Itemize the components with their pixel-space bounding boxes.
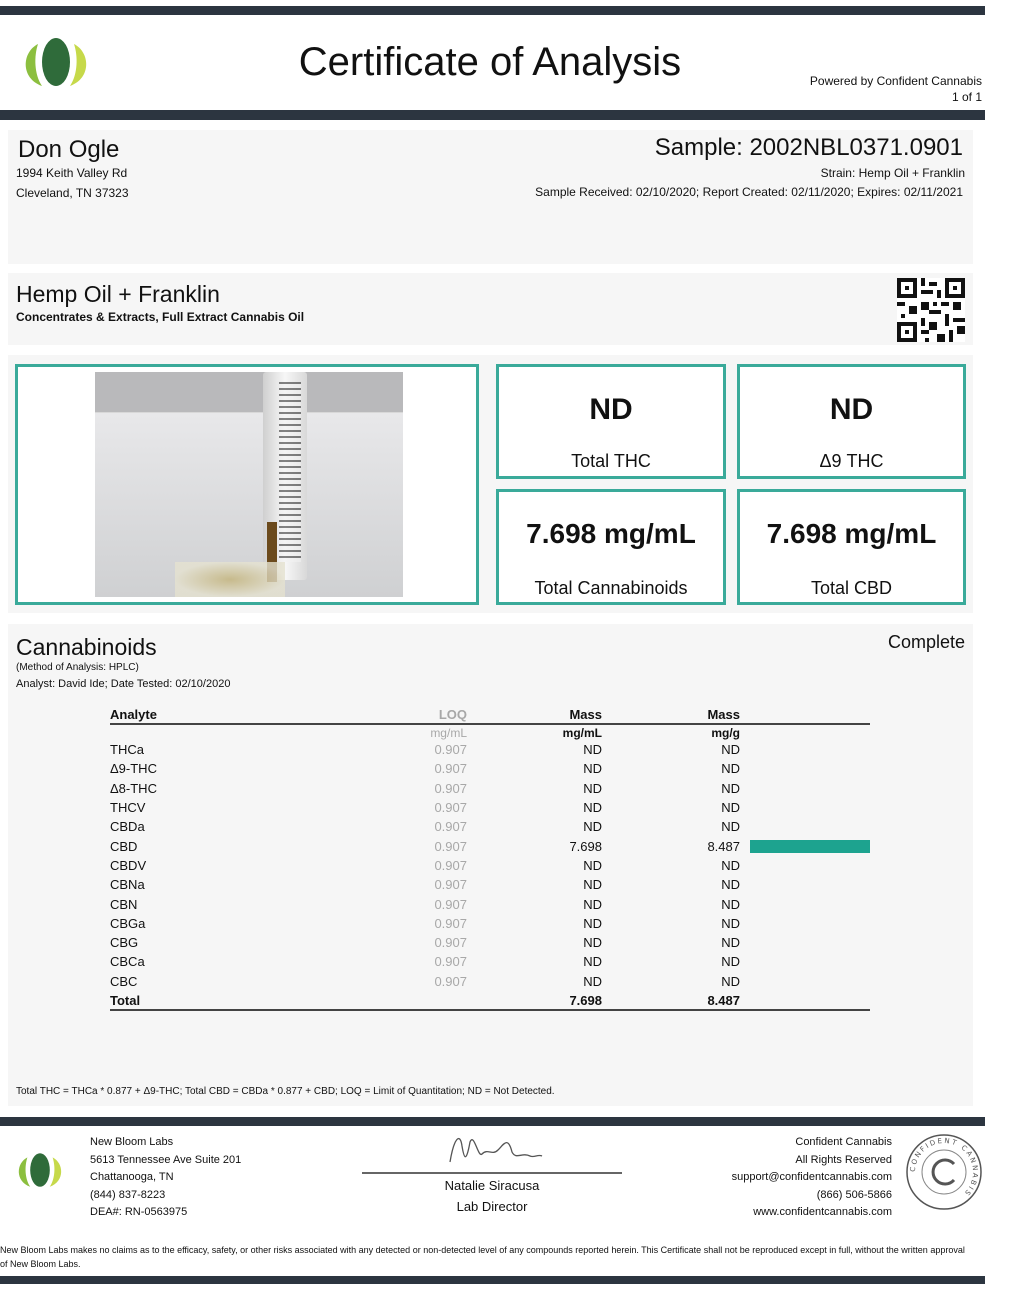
- table-row: [110, 972, 870, 991]
- cc-rights: All Rights Reserved: [795, 1153, 892, 1166]
- cannabinoids-title: Cannabinoids: [16, 634, 157, 660]
- sample-id: Sample: 2002NBL0371.0901: [654, 134, 963, 161]
- analyte-cell: CBGa: [110, 915, 146, 931]
- signature-line: [362, 1172, 622, 1174]
- mass-ml-cell: ND: [583, 877, 602, 893]
- leaf-logo-icon: [16, 34, 96, 90]
- cc-web[interactable]: www.confidentcannabis.com: [753, 1206, 892, 1218]
- mass-g-cell: 8.487: [707, 838, 740, 854]
- cannabinoids-method: (Method of Analysis: HPLC): [16, 662, 139, 673]
- page-number: 1 of 1: [951, 90, 982, 104]
- lab-address-1: 5613 Tennessee Ave Suite 201: [90, 1153, 242, 1166]
- cc-seal: [904, 1132, 984, 1212]
- mass-g-cell: ND: [721, 954, 740, 970]
- loq-cell: 0.907: [434, 954, 467, 970]
- analyte-cell: CBD: [110, 838, 138, 854]
- sample-photo-frame: [15, 364, 479, 605]
- bar-cell: [740, 817, 870, 836]
- analyte-cell: THCa: [110, 742, 144, 758]
- units-loq: mg/mL: [430, 725, 467, 740]
- analyte-cell: CBDV: [110, 857, 147, 873]
- loq-cell: 0.907: [434, 973, 467, 989]
- cannabinoids-status: Complete: [887, 632, 965, 652]
- stat-total-cannabinoids: [496, 489, 726, 605]
- units-bar: [740, 724, 870, 740]
- mass-g-cell: ND: [721, 877, 740, 893]
- table-row: [110, 914, 870, 933]
- units-mass-ml: mg/mL: [562, 725, 602, 740]
- client-address-2: Cleveland, TN 37323: [16, 186, 129, 200]
- lab-logo: [16, 34, 96, 90]
- mass-g-cell: ND: [721, 935, 740, 951]
- analyte-cell: Δ9-THC: [110, 761, 157, 777]
- units-analyte: [110, 724, 342, 740]
- qr-code-icon[interactable]: [897, 278, 965, 342]
- mass-ml-cell: ND: [583, 857, 602, 873]
- mass-ml-cell: ND: [583, 915, 602, 931]
- bar-cell: [740, 933, 870, 952]
- bar-cell: [740, 875, 870, 894]
- client-address-1: 1994 Keith Valley Rd: [16, 166, 128, 180]
- mass-g-cell: ND: [721, 973, 740, 989]
- loq-cell: 0.907: [434, 838, 467, 854]
- analyte-cell: Δ8-THC: [110, 780, 157, 796]
- leaf-logo-icon: [12, 1150, 68, 1190]
- mass-g-cell: ND: [721, 742, 740, 758]
- column-mass-ml: Mass: [467, 706, 602, 724]
- total-loq: [342, 991, 467, 1010]
- signer-title: Lab Director: [456, 1199, 528, 1214]
- top-rule: [0, 6, 985, 15]
- cc-phone: (866) 506-5866: [816, 1188, 892, 1201]
- concentration-bar: [750, 840, 870, 853]
- table-row: [110, 779, 870, 798]
- mass-g-cell: ND: [721, 819, 740, 835]
- cc-name: Confident Cannabis: [795, 1136, 892, 1148]
- sample-photo[interactable]: [95, 372, 403, 597]
- total-thc-value: ND: [589, 393, 633, 426]
- table-row: [110, 836, 870, 855]
- column-mass-g: Mass: [602, 706, 740, 724]
- bottom-rule: [0, 1276, 985, 1284]
- total-mass-g: 8.487: [602, 991, 740, 1010]
- total-cbd-value: 7.698 mg/mL: [766, 518, 937, 549]
- loq-cell: 0.907: [434, 896, 467, 912]
- mass-g-cell: ND: [721, 915, 740, 931]
- analyte-cell: CBC: [110, 973, 138, 989]
- analyte-cell: THCV: [110, 800, 146, 816]
- footer-rule: [0, 1117, 985, 1126]
- lab-info: [90, 1134, 241, 1222]
- cc-email[interactable]: support@confidentcannabis.com: [731, 1171, 892, 1183]
- loq-cell: 0.907: [434, 761, 467, 777]
- total-cannabinoids-value: 7.698 mg/mL: [526, 518, 696, 549]
- cc-info: [620, 1134, 892, 1222]
- loq-cell: 0.907: [434, 819, 467, 835]
- mass-ml-cell: ND: [583, 800, 602, 816]
- confident-cannabis-seal-icon: [904, 1132, 984, 1212]
- loq-cell: 0.907: [434, 780, 467, 796]
- page-title: Certificate of Analysis: [298, 40, 682, 84]
- client-panel: [8, 130, 973, 264]
- mass-g-cell: ND: [721, 857, 740, 873]
- bar-cell: [740, 836, 870, 855]
- signature-scribble-icon: [362, 1128, 622, 1172]
- mass-ml-cell: ND: [583, 742, 602, 758]
- mass-ml-cell: ND: [583, 935, 602, 951]
- analyte-cell: CBNa: [110, 877, 145, 893]
- mass-g-cell: ND: [721, 800, 740, 816]
- analyte-cell: CBN: [110, 896, 138, 912]
- sample-strain: Strain: Hemp Oil + Franklin: [820, 166, 965, 180]
- bar-cell: [740, 914, 870, 933]
- bar-cell: [740, 972, 870, 991]
- table-row: [110, 894, 870, 913]
- bar-cell: [740, 759, 870, 778]
- table-row: [110, 952, 870, 971]
- table-row: [110, 933, 870, 952]
- mass-g-cell: ND: [721, 780, 740, 796]
- cannabinoids-footnote: Total THC = THCa * 0.877 + Δ9-THC; Total CBD = CBDa * 0.877 + CBD; LOQ = Limit of Quantitation; ND = Not Detected.: [16, 1086, 555, 1097]
- loq-cell: 0.907: [434, 877, 467, 893]
- header-rule: [0, 110, 985, 120]
- analytes-table: [110, 706, 870, 1011]
- bar-cell: [740, 798, 870, 817]
- total-cannabinoids-label: Total Cannabinoids: [534, 578, 688, 598]
- bar-cell: [740, 952, 870, 971]
- stat-total-thc: [496, 364, 726, 479]
- mass-ml-cell: 7.698: [569, 838, 602, 854]
- loq-cell: 0.907: [434, 857, 467, 873]
- powered-by: Powered by Confident Cannabis: [809, 74, 982, 88]
- analyte-cell: CBCa: [110, 954, 145, 970]
- lab-phone: (844) 837-8223: [90, 1188, 166, 1201]
- client-name: Don Ogle: [18, 136, 120, 163]
- loq-cell: 0.907: [434, 742, 467, 758]
- units-mass-g: mg/g: [711, 725, 740, 740]
- column-loq: LOQ: [342, 706, 467, 724]
- bar-cell: [740, 894, 870, 913]
- d9-thc-value: ND: [829, 393, 874, 426]
- product-panel: [8, 273, 973, 345]
- seal-ring-text: CONFIDENT CANNABIS: [908, 1136, 980, 1199]
- foam-stain: [175, 562, 285, 597]
- total-cbd-label: Total CBD: [810, 578, 893, 598]
- total-mass-ml: 7.698: [467, 991, 602, 1010]
- stat-d9-thc: [737, 364, 966, 479]
- mass-ml-cell: ND: [583, 973, 602, 989]
- signer-name: Natalie Siracusa: [444, 1178, 540, 1193]
- table-row: [110, 759, 870, 778]
- sample-dates: Sample Received: 02/10/2020; Report Created: 02/11/2020; Expires: 02/11/2021: [535, 185, 963, 199]
- table-row: [110, 817, 870, 836]
- table-row: [110, 740, 870, 759]
- mass-g-cell: ND: [721, 896, 740, 912]
- stat-total-cbd: [737, 489, 966, 605]
- total-thc-label: Total THC: [571, 451, 651, 471]
- bar-cell: [740, 740, 870, 759]
- column-analyte: Analyte: [110, 706, 342, 724]
- product-name: Hemp Oil + Franklin: [16, 281, 220, 307]
- mass-ml-cell: ND: [583, 780, 602, 796]
- lab-address-2: Chattanooga, TN: [90, 1171, 174, 1183]
- loq-cell: 0.907: [434, 935, 467, 951]
- analyte-cell: CBDa: [110, 819, 145, 835]
- analyte-cell: CBG: [110, 935, 139, 951]
- product-category: Concentrates & Extracts, Full Extract Cannabis Oil: [16, 310, 305, 324]
- cannabinoids-analyst: Analyst: David Ide; Date Tested: 02/10/2020: [16, 678, 231, 690]
- mass-ml-cell: ND: [583, 819, 602, 835]
- loq-cell: 0.907: [434, 800, 467, 816]
- loq-cell: 0.907: [434, 915, 467, 931]
- syringe-label: [279, 382, 301, 562]
- disclaimer: New Bloom Labs makes no claims as to the efficacy, safety, or other risks associated with any detected or non-detected level of any compounds reported herein. This Certificate shall not be reproduced except in full, without the written approval of New Bloom Labs.: [0, 1245, 965, 1269]
- bar-cell: [740, 856, 870, 875]
- units-row: [110, 724, 870, 740]
- mass-ml-cell: ND: [583, 896, 602, 912]
- total-label: Total: [110, 991, 342, 1010]
- mass-g-cell: ND: [721, 761, 740, 777]
- d9-thc-label: Δ9 THC: [819, 451, 884, 471]
- lab-dea: DEA#: RN-0563975: [90, 1206, 188, 1218]
- table-row: [110, 856, 870, 875]
- total-row: [110, 991, 870, 1010]
- table-header-row: [110, 706, 870, 724]
- bar-cell: [740, 779, 870, 798]
- table-row: [110, 875, 870, 894]
- table-row: [110, 798, 870, 817]
- total-bar: [740, 991, 870, 1010]
- footer-lab-logo: [12, 1150, 68, 1190]
- lab-name: New Bloom Labs: [90, 1136, 174, 1148]
- column-bar: [740, 706, 870, 724]
- mass-ml-cell: ND: [583, 954, 602, 970]
- mass-ml-cell: ND: [583, 761, 602, 777]
- signature: [362, 1128, 622, 1178]
